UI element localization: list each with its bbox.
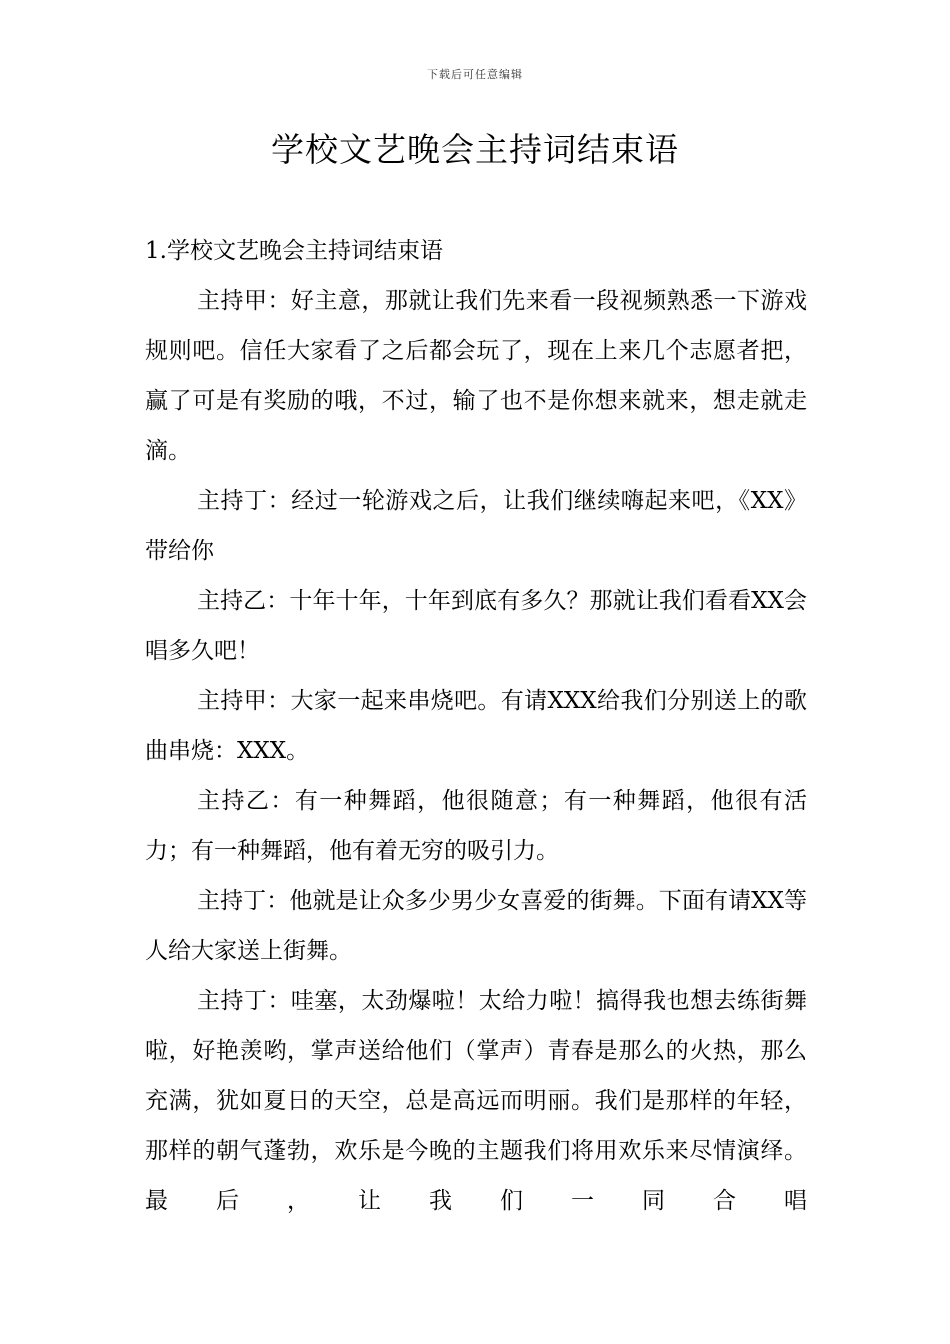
- paragraph-3: 主持乙：十年十年，十年到底有多久？那就让我们看看XX会唱多久吧！: [145, 588, 807, 664]
- paragraph-4: 主持甲：大家一起来串烧吧。有请XXX给我们分别送上的歌曲串烧：XXX。: [145, 688, 807, 764]
- document-title: 学校文艺晚会主持词结束语: [271, 130, 679, 169]
- section-heading: 1.学校文艺晚会主持词结束语: [145, 238, 443, 264]
- paragraph-1: 主持甲：好主意，那就让我们先来看一段视频熟悉一下游戏规则吧。信任大家看了之后都会玩了，现在上来几个志愿者把，赢了可是有奖励的哦，不过，输了也不是你想来就来，想走就走滴。: [145, 288, 807, 464]
- paragraph-7: 主持丁：哇塞，太劲爆啦！太给力啦！搞得我也想去练街舞啦，好艳羡哟，掌声送给他们（掌声）青春是那么的火热，那么充满，犹如夏日的天空，总是高远而明丽。我们是那样的年轻，那样的朝气蓬勃，欢乐是今晚的主题我们将用欢乐来尽情演绎。最后，让我们一同合唱: [145, 988, 807, 1214]
- document-body: [145, 226, 807, 1226]
- paragraph-6: 主持丁：他就是让众多少男少女喜爱的街舞。下面有请XX等人给大家送上街舞。: [145, 888, 807, 964]
- paragraph-5: 主持乙：有一种舞蹈，他很随意；有一种舞蹈，他很有活力；有一种舞蹈，他有着无穷的吸引力。: [145, 788, 807, 864]
- header-note: 下载后可任意编辑: [427, 68, 523, 81]
- paragraph-2: 主持丁：经过一轮游戏之后，让我们继续嗨起来吧，《XX》带给你: [145, 488, 807, 564]
